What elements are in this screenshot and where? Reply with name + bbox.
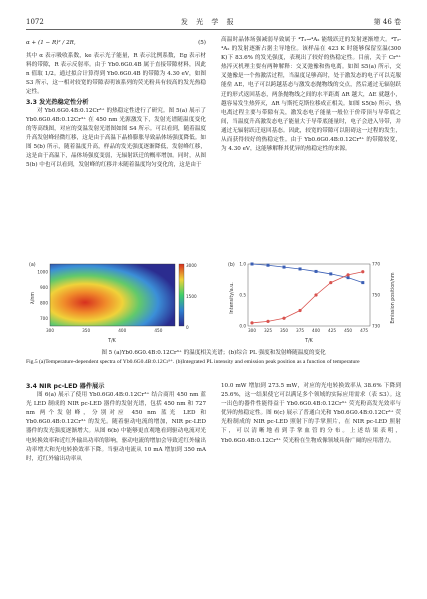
lineplot-y-tick-left: 0.5 <box>239 292 246 298</box>
series-1-point <box>346 273 349 276</box>
series-0-point <box>361 281 364 284</box>
volume-label: 第 46 卷 <box>373 18 401 26</box>
lineplot-x-tick: 425 <box>328 328 337 333</box>
heatmap <box>50 264 175 326</box>
colorbar-tick: 1500 <box>186 294 197 299</box>
lineplot-x-tick: 325 <box>264 328 273 333</box>
page-number: 1072 <box>26 18 44 26</box>
figure-caption-en: Fig.5 (a)Temperature-dependent spectra of Yb0.6G0.4B:0.12Cr³⁺. (b)Integrated PL intensity and emission peak position as a function of temperature <box>26 359 360 365</box>
lower-left-column <box>26 382 206 464</box>
lineplot-x-tick: 450 <box>344 328 353 333</box>
heatmap-ylabel: λ/nm <box>31 291 36 305</box>
heatmap-x-tick: 450 <box>154 328 163 333</box>
heatmap-xlabel: T/K <box>108 339 116 344</box>
lineplot-y-tick-right: 770 <box>372 261 380 267</box>
colorbar <box>179 264 184 326</box>
heatmap-x-tick: 300 <box>46 328 54 333</box>
paragraph: 其中 α 表示吸收系数，ke 表示光子能量，R 表示比例系数，Eg 表示材料的带隙，R 表示反射率。由于 Yb0.6G0.4B 属于直接带隙材料，因此 n 值取 1/2。通过拟合计算得到 Yb0.6G0.4B 的带隙为 4.30 eV，如图 S3 所示，这一相对较宽的带隙表明该系列的荧光粉具有较高的发光热稳定性。 <box>26 53 206 96</box>
series-0-point <box>251 263 254 266</box>
lineplot-y-tick-right: 730 <box>372 323 380 329</box>
right-column <box>221 36 401 154</box>
lineplot-x-tick: 375 <box>296 328 305 333</box>
series-1-point <box>314 293 317 296</box>
lineplot-x-tick: 475 <box>360 328 369 333</box>
figure-canvas <box>26 258 401 348</box>
header-rule <box>26 29 401 30</box>
series-1-point <box>329 281 332 284</box>
lineplot-y-tick-right: 750 <box>372 292 380 298</box>
series-1-point <box>361 270 364 273</box>
series-1-point <box>282 317 285 320</box>
equation <box>26 39 206 48</box>
paragraph: 图 6(a) 展示了使用 Yb0.6G0.4B:0.12Cr³⁺ 结合商用 450 nm 蓝光 LED 制成的 NIR pc-LED 器件的发射光谱，包括 450 nm 和 727 nm 两个发射峰，分别对应 450 nm 蓝光 LED 和 Yb0.6G0.4B:0.12Cr³⁺ 的发光。随着驱动电流的增加，NIR pc-LED 器件的发光强度逐渐增大。从图 6(b) 中能够更直观地看到驱动电流对光电转换效率和近红外输出功率的影响，驱动电流的增加会导致近红外输出功率增大和光电转换效率下降。当驱动电流从 10 mA 增加到 350 mA 时，近红外输出功率从 <box>26 392 206 462</box>
series-1-line <box>252 272 363 323</box>
heatmap-x-tick: 400 <box>118 328 127 333</box>
series-0-point <box>329 272 332 275</box>
series-1-point <box>250 321 253 324</box>
lower-right-column <box>221 382 401 446</box>
heatmap-x-tick: 350 <box>82 328 91 333</box>
paragraph: 对 Yb0.6G0.4B:0.12Cr³⁺ 的热稳定性进行了研究。图 5(a) 展示了 Yb0.6G0.4B:0.12Cr³⁺ 在 450 nm 光源激发下，发射光谱随温度变化的等高线图，对应的变温发射光谱图如图 S4 所示。可以看到，随着温度升高发射峰轻微红移，这是由于高温下晶格膨胀导致晶体场强度降低。如图 5(b) 所示，随着温度升高，样品的发光强度逐渐降低，发射峰红移，这是由于高温下，晶体场强度变弱，无辐射跃迁的概率增加。同时，从图 5(b) 中也可以看到，发射峰的红移并未随着温度均匀变化的，这是由于 <box>26 107 206 169</box>
series-1-point <box>298 309 301 312</box>
section-heading: 3.3 发光热稳定性分析 <box>26 98 89 106</box>
lineplot-xlabel: T/K <box>305 339 313 344</box>
lineplot-ylabel-right: Emission position/nm <box>391 272 396 324</box>
paragraph: 高温时晶体场强减弱导致属于 ⁴T₂→⁴A₂ 能级跃迁的发射逐渐增大。⁴T₂-⁴A₂ 的发射逐渐占据主导地位。该样品在 423 K 时能够保留室温(300 K)下 83.6% 的发光强度，表现出了较好的热稳定性。目前，关于 Cr³⁺ 热淬灭机理主要有两种解释：交叉弛豫和热电离。如图 S5(a) 所示，交叉弛豫是一个热激活过程，当温度足够高时，处于激发态的电子可以克服能垒 ΔE，电子可以跨越基态与激发态抛物线的交点，然后通过无辐射跃迁的形式返回基态，两条抛物线之间的水平距离 ΔR 越大，ΔE 就越小，越容易发生热猝灭，ΔR 与斯托克斯位移成正相关。如图 S5(b) 所示，热电离过程主要与带隙有关，激发态电子能量一般位于价带顶与导带底之间，当温度升高激发态电子能量大于导带底能量时，电子会进入导带，并通过无辐射跃迁返回基态。因此，较宽的带隙可以阻碍这一过程的发生，从而获得较好的热稳定性。由于 Yb0.6G0.4B:0.12Cr³⁺ 的带隙较宽，为 4.30 eV，这能够解释其优异的热稳定性的来源。 <box>221 37 401 153</box>
figure-caption-zh: 图 5 (a)Yb0.6G0.4B:0.12Cr³⁺ 的温度相关光谱；(b)综合 PL 强度和发射峰随温度的变化 <box>101 350 326 356</box>
lineplot-ylabel-left: Intensity/a.u. <box>230 282 235 314</box>
series-0-line <box>252 264 363 283</box>
lineplot-x-tick: 400 <box>312 328 321 333</box>
series-1-point <box>266 320 269 323</box>
lineplot-y-tick-left: 0.0 <box>239 323 246 329</box>
panel-a-label: (a) <box>29 263 36 268</box>
series-0-point <box>347 276 350 279</box>
figure-5 <box>26 258 401 348</box>
lineplot-x-tick: 350 <box>280 328 289 333</box>
panel-b-label: (b) <box>228 263 235 268</box>
line-plot <box>239 262 380 334</box>
heatmap-y-tick: 900 <box>40 284 48 290</box>
heatmap-y-tick: 700 <box>40 315 48 321</box>
colorbar-tick: 3000 <box>186 263 197 268</box>
lineplot-y-tick-left: 1.0 <box>239 261 246 267</box>
section-heading: 3.4 NIR pc-LED 器件展示 <box>26 383 105 390</box>
line-plot-frame <box>248 264 370 326</box>
series-0-point <box>283 266 286 269</box>
left-column <box>26 36 206 170</box>
heatmap-y-tick: 1000 <box>37 269 48 275</box>
running-header <box>26 16 401 28</box>
lineplot-x-tick: 300 <box>248 328 256 333</box>
equation-body: α + (1 − R)² / 2R, <box>26 40 76 46</box>
series-0-point <box>267 264 270 267</box>
journal-name: 发 光 学 报 <box>180 18 237 26</box>
heatmap-y-tick: 800 <box>40 300 48 306</box>
equation-number: (5) <box>198 40 206 46</box>
colorbar-tick: 0 <box>186 325 189 330</box>
series-0-point <box>315 270 318 273</box>
series-0-point <box>299 267 302 270</box>
paragraph: 10.0 mW 增加到 273.5 mW，对应的光电转换效率从 38.6% 下降到 25.6%，这一结果使它可以满足多个领域的实际应用需求（表 S3）。这一出色的器件性能得益于 Yb0.6G0.4B:0.12Cr³⁺ 荧光粉高发光效率与优异的热稳定性。图 6(c) 展示了普通白光和 Yb0.6G0.4B:0.12Cr³⁺ 荧光粉制成的 NIR pc-LED 照射下的手掌照片，在 NIR pc-LED 照射下，可以清晰地看到手掌血管的分布。上述结果表明，Yb0.6G0.4B:0.12Cr³⁺ 荧光粉在生物成像领域具备广阔的应用潜力。 <box>221 383 401 444</box>
